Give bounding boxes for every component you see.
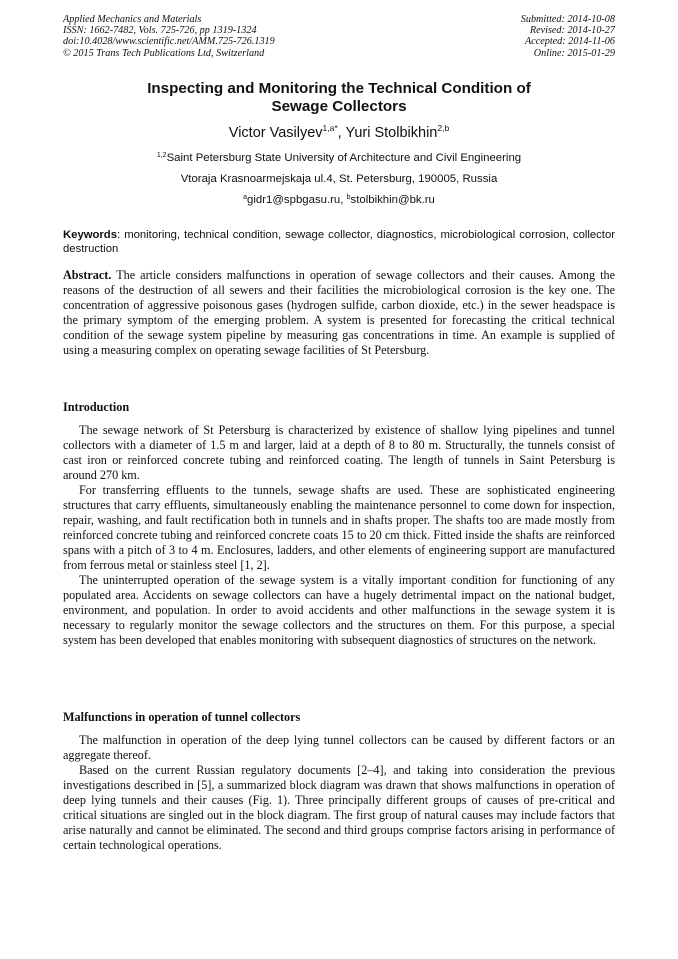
abstract [63, 268, 615, 358]
author-1-name: Victor Vasilyev [228, 125, 323, 141]
affiliation-mark: 1,2 [156, 152, 167, 159]
online-date: Online: 2015-01-29 [533, 47, 615, 59]
copyright-line: © 2015 Trans Tech Publications Ltd, Switzerland [63, 47, 265, 59]
abstract-text: The article considers malfunctions in operation of sewage collectors and their causes. Among the reasons of the destruction of all sewers and their facilities the microbiological corrosion is the key one. The concentration of aggressive poisonous gases (hydrogen sulfide, carbon dioxide, etc.) in the sewer headspace is the primary symptom of the emerging problem. A system is presented for forecasting the critical technical condition of the sewage system pipeline by measuring gas concentrations in time. An example is supplied of using a measuring complex on operating sewage facilities of St Petersburg. [63, 268, 615, 357]
submitted-date: Submitted: 2014-10-08 [520, 14, 615, 25]
author-1-affiliation-mark: 1,a* [322, 123, 338, 133]
submission-dates [521, 14, 615, 59]
author-list [63, 124, 615, 142]
journal-name: Applied Mechanics and Materials [63, 14, 202, 25]
author-separator: , [337, 125, 346, 141]
malfunctions-paragraph: The malfunction in operation of the deep lying tunnel collectors can be caused by different factors or an aggregate thereof. [63, 733, 615, 762]
email-a-mark: a [243, 194, 248, 201]
email-b: stolbikhin@bk.ru [350, 194, 435, 206]
author-emails [63, 193, 615, 207]
introduction-paragraph: For transferring effluents to the tunnels, sewage shafts are used. These are sophisticated engineering structures that carry effluents, simultaneously enabling the maintenance personnel to come down for inspection, repair, washing, and fault rectification both in tunnels and in shafts proper. The shafts too are made mostly from reinforced concrete tubing and reinforced concrete coats 15 to 20 cm thick. Fitted inside the shafts are reinforced spans with a pitch of 3 to 4 m. Enclosures, ladders, and other elements of engineering support are manufactured from ferrous metal or stainless steel [1, 2]. [63, 483, 615, 572]
doi-line: doi:10.4028/www.scientific.net/AMM.725-726.1319 [63, 36, 275, 48]
keywords-text: : monitoring, technical condition, sewage collector, diagnostics, microbiological corrosion, collector destruction [63, 229, 615, 256]
title-line-2: Sewage Collectors [271, 98, 407, 115]
author-2-name: Yuri Stolbikhin [345, 125, 438, 141]
affiliation-address: Vtoraja Krasnoarmejskaja ul.4, St. Petersburg, 190005, Russia [180, 173, 498, 185]
abstract-label: Abstract. [63, 268, 112, 282]
malfunctions-paragraph: Based on the current Russian regulatory documents [2–4], and taking into consideration the previous investigations described in [5], a summarized block diagram was drawn that shows malfunctions in operation of deep lying tunnels and their causes (Fig. 1). Three principally different groups of causes of pre-critical and critical situations are singled out in the block diagram. The first group of natural causes may include factors that arise naturally and cannot be eliminated. The second and third groups comprise factors arising in performance of certain technological operations. [63, 763, 615, 852]
title-line-1: Inspecting and Monitoring the Technical Condition of [147, 80, 531, 97]
malfunctions-body [63, 733, 615, 853]
keywords [63, 228, 615, 257]
paper-title [63, 80, 615, 116]
introduction-paragraph: The uninterrupted operation of the sewage system is a vitally important condition for functioning of any populated area. Accidents on sewage collectors can have a hugely detrimental impact on the national budget, environment, and population. In order to avoid accidents and other malfunctions in the sewage system it is necessary to regularly monitor the sewage collectors and the structures on them. For this purpose, a special system has been developed that enables monitoring with subsequent diagnostics of structures on the network. [63, 573, 615, 647]
accepted-date: Accepted: 2014-11-06 [524, 36, 615, 48]
malfunctions-heading: Malfunctions in operation of tunnel collectors [63, 710, 301, 724]
issn-line: ISSN: 1662-7482, Vols. 725-726, pp 1319-1324 [63, 25, 257, 37]
author-2-affiliation-mark: 2,b [437, 123, 450, 133]
introduction-heading: Introduction [63, 400, 130, 414]
institution-name: Saint Petersburg State University of Architecture and Civil Engineering [166, 152, 522, 164]
affiliation-institution [63, 151, 615, 165]
introduction-paragraph: The sewage network of St Petersburg is characterized by existence of shallow lying pipelines and tunnel collectors with a diameter of 1.5 m and larger, laid at a depth of 8 to 80 m. Structurally, the tunnels consist of cast iron or reinforced concrete tubing and reinforced coating. The length of tunnels in Saint Petersburg is around 270 km. [63, 423, 615, 482]
journal-info [63, 14, 275, 59]
introduction-body [63, 423, 615, 648]
revised-date: Revised: 2014-10-27 [529, 25, 615, 37]
email-a: gidr1@spbgasu.ru, [247, 194, 347, 206]
email-b-mark: b [346, 194, 351, 201]
keywords-label: Keywords [63, 229, 117, 241]
